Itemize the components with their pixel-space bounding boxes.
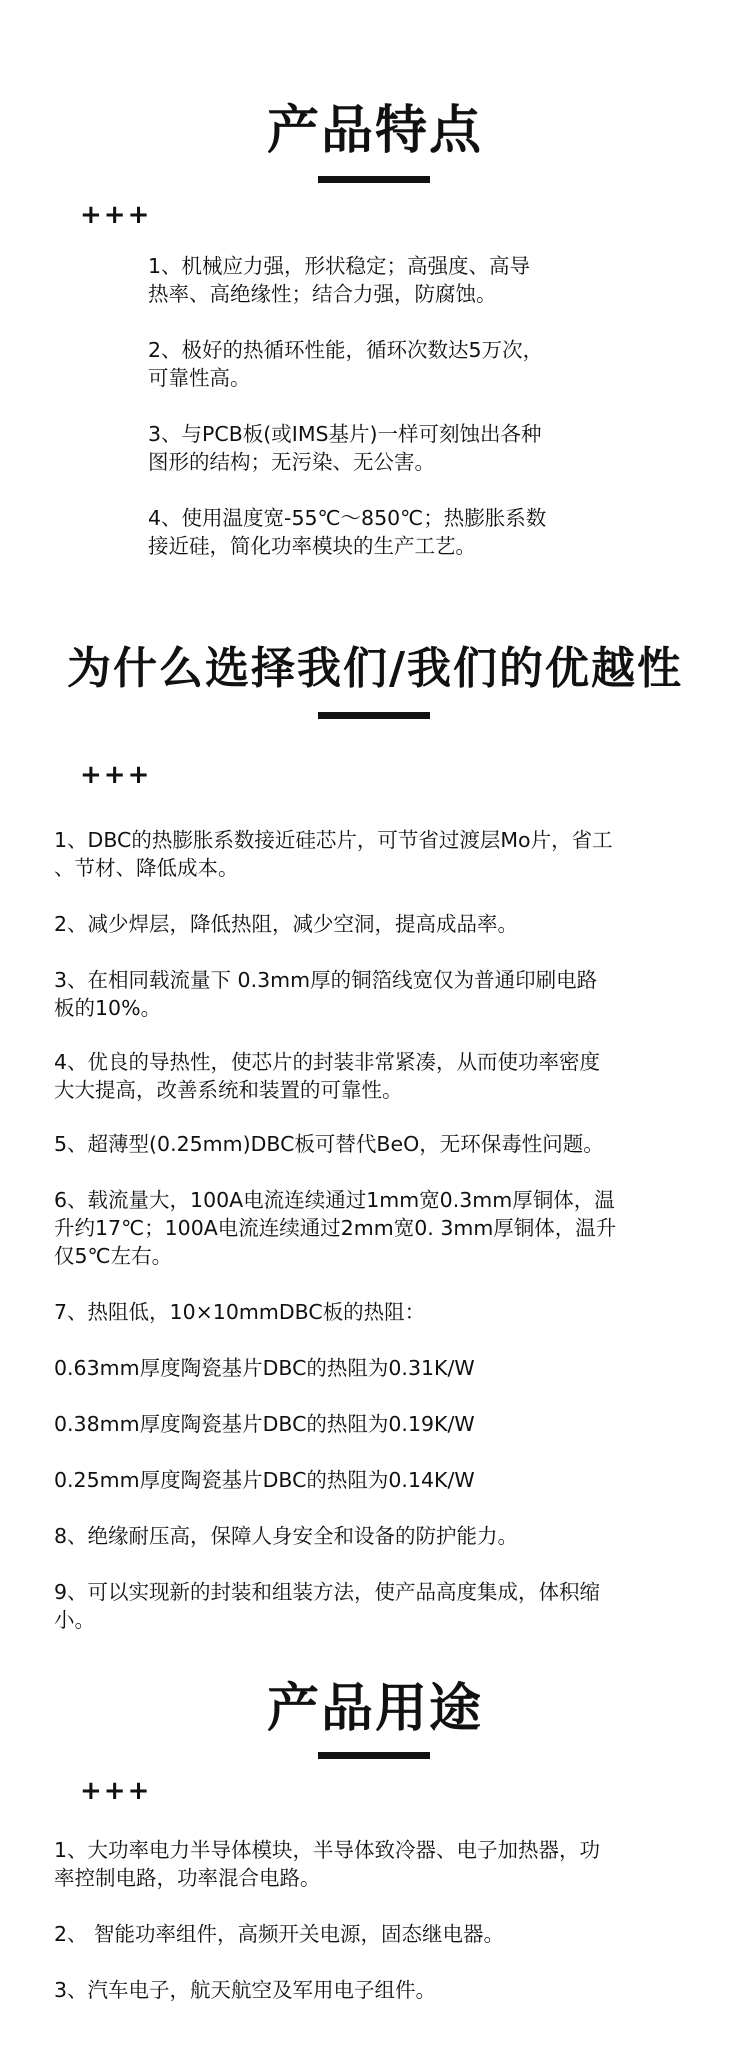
advantage-item: 4、优良的导热性，使芯片的封装非常紧凑，从而使功率密度 大大提高，改善系统和装置的可靠性。 <box>54 1050 601 1102</box>
advantage-item: 3、在相同载流量下 0.3mm厚的铜箔线宽仅为普通印刷电路 板的10%。 <box>54 968 598 1020</box>
feature-item: 2、极好的热循环性能，循环次数达5万次， 可靠性高。 <box>148 338 544 390</box>
section-title-features: 产品特点 <box>266 101 483 161</box>
advantage-item: 0.25mm厚度陶瓷基片DBC的热阻为0.14K/W <box>54 1468 475 1492</box>
advantage-item: 9、可以实现新的封装和组装方法，使产品高度集成，体积缩 小。 <box>54 1580 601 1632</box>
section-marker: +++ <box>80 200 152 230</box>
section-marker: +++ <box>80 760 152 790</box>
title-underline <box>318 712 430 719</box>
title-underline <box>318 1752 430 1759</box>
feature-item: 1、机械应力强，形状稳定；高强度、高导 热率、高绝缘性；结合力强，防腐蚀。 <box>148 254 531 306</box>
section-marker: +++ <box>80 1776 152 1806</box>
advantage-item: 0.38mm厚度陶瓷基片DBC的热阻为0.19K/W <box>54 1412 475 1436</box>
application-item: 3、汽车电子，航天航空及军用电子组件。 <box>54 1978 437 2002</box>
advantage-item: 1、DBC的热膨胀系数接近硅芯片，可节省过渡层Mo片，省工 、节材、降低成本。 <box>54 828 613 880</box>
title-underline <box>318 176 430 183</box>
feature-item: 4、使用温度宽-55℃～850℃；热膨胀系数 接近硅，简化功率模块的生产工艺。 <box>148 506 547 558</box>
feature-item: 3、与PCB板(或IMS基片)一样可刻蚀出各种 图形的结构；无污染、无公害。 <box>148 422 542 474</box>
advantage-item: 2、减少焊层，降低热阻，减少空洞，提高成品率。 <box>54 912 519 936</box>
section-title-applications: 产品用途 <box>266 1679 483 1739</box>
section-title-advantages: 为什么选择我们/我们的优越性 <box>66 643 684 694</box>
application-item: 2、 智能功率组件，高频开关电源，固态继电器。 <box>54 1922 505 1946</box>
advantage-item: 8、绝缘耐压高，保障人身安全和设备的防护能力。 <box>54 1524 519 1548</box>
application-item: 1、大功率电力半导体模块，半导体致冷器、电子加热器，功 率控制电路，功率混合电路。 <box>54 1838 601 1890</box>
advantage-item: 7、热阻低，10×10mmDBC板的热阻： <box>54 1300 426 1324</box>
advantage-item: 0.63mm厚度陶瓷基片DBC的热阻为0.31K/W <box>54 1356 475 1380</box>
advantage-item: 5、超薄型(0.25mm)DBC板可替代BeO，无环保毒性问题。 <box>54 1132 604 1156</box>
advantage-item: 6、载流量大，100A电流连续通过1mm宽0.3mm厚铜体，温 升约17℃；100A电流连续通过2mm宽0. 3mm厚铜体，温升 仅5℃左右。 <box>54 1188 617 1268</box>
